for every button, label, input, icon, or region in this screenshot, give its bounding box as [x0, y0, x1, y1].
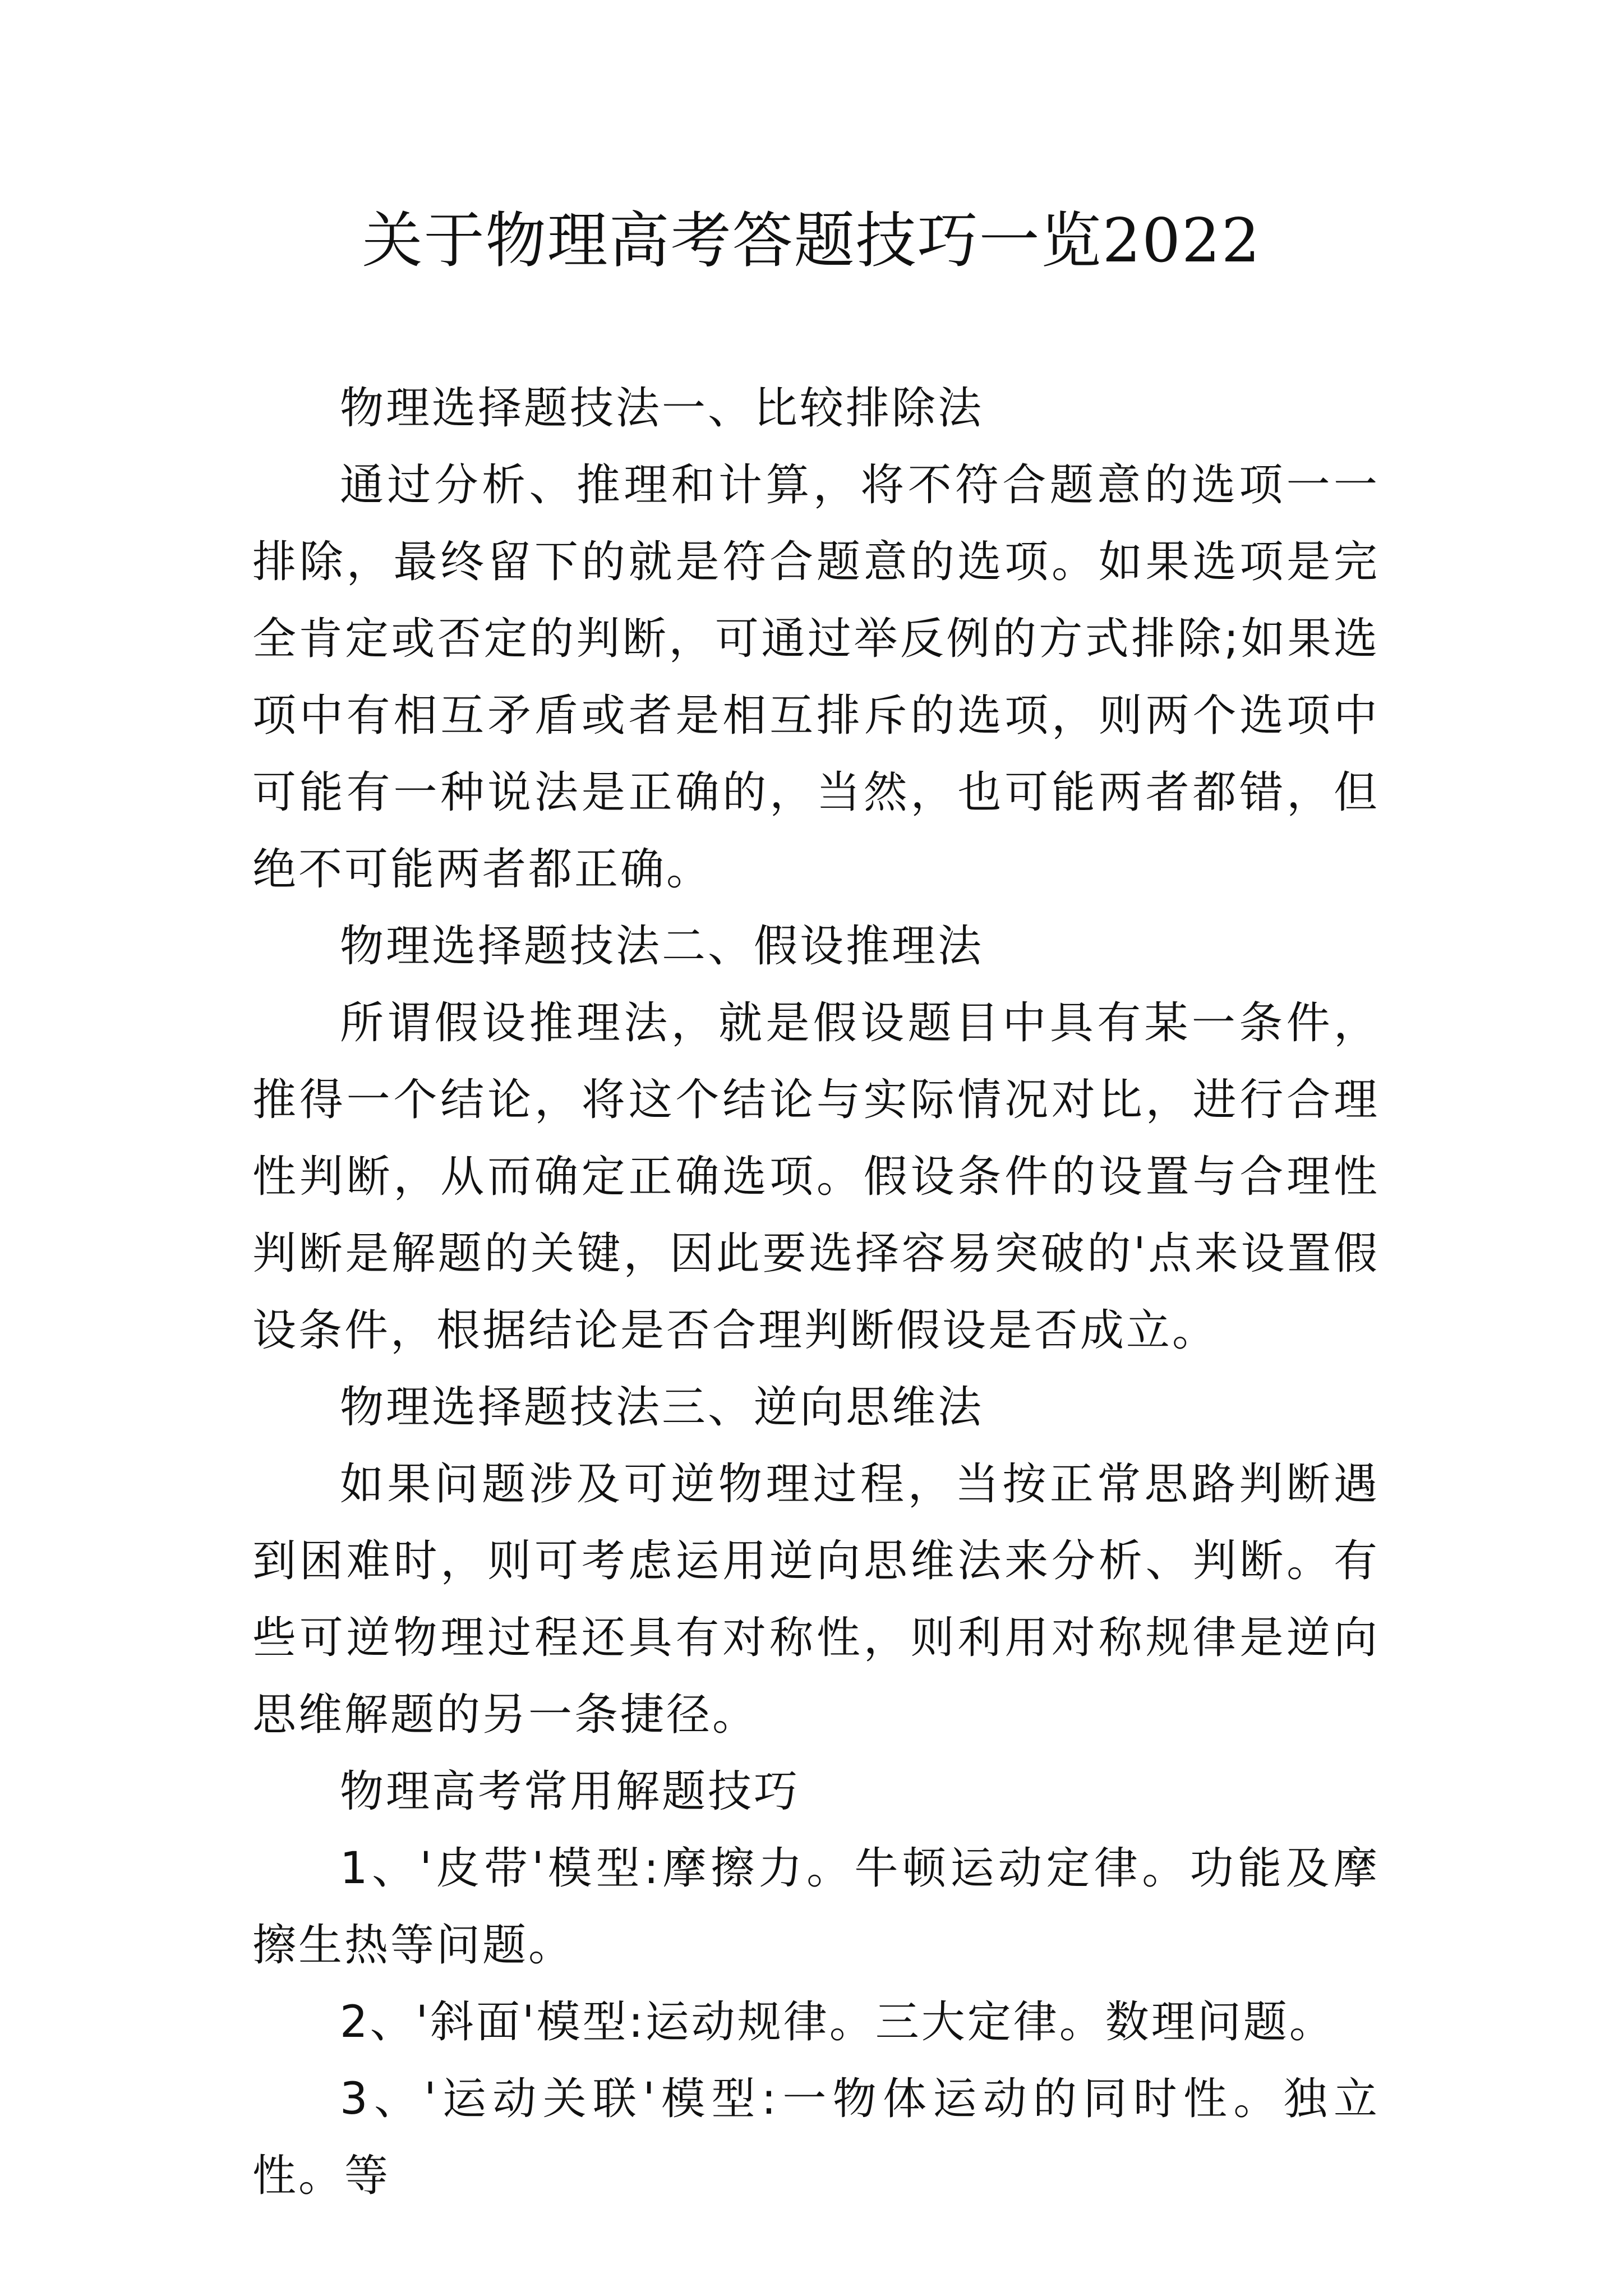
paragraph: 通过分析、推理和计算，将不符合题意的选项一一排除，最终留下的就是符合题意的选项。如果选项是完全肯定或否定的判断，可通过举反例的方式排除;如果选项中有相互矛盾或者是相互排斥的选项，则两个选项中可能有一种说法是正确的，当然，也可能两者都错，但绝不可能两者都正确。	[252, 460, 1380, 895]
paragraph: 所谓假设推理法，就是假设题目中具有某一条件，推得一个结论，将这个结论与实际情况对比，进行合理性判断，从而确定正确选项。假设条件的设置与合理性判断是解题的关键，因此要选择容易突破的'点来设置假设条件，根据结论是否合理判断假设是否成立。	[252, 998, 1380, 1356]
list-item: 3、'运动关联'模型:一物体运动的同时性。独立性。等	[252, 2074, 1380, 2201]
list-item: 2、'斜面'模型:运动规律。三大定律。数理问题。	[340, 1997, 1335, 2047]
list-item: 1、'皮带'模型:摩擦力。牛顿运动定律。功能及摩擦生热等问题。	[252, 1843, 1380, 1971]
document-body	[252, 370, 1380, 2215]
section-heading: 物理选择题技法三、逆向思维法	[340, 1382, 984, 1433]
document-title: 关于物理高考答题技巧一览2022	[362, 206, 1261, 276]
section-heading: 物理选择题技法二、假设推理法	[340, 921, 984, 972]
section-heading: 物理高考常用解题技巧	[340, 1766, 800, 1817]
section-heading: 物理选择题技法一、比较排除法	[340, 383, 984, 434]
paragraph: 如果问题涉及可逆物理过程，当按正常思路判断遇到困难时，则可考虑运用逆向思维法来分析、判断。有些可逆物理过程还具有对称性，则利用对称规律是逆向思维解题的另一条捷径。	[252, 1459, 1380, 1740]
